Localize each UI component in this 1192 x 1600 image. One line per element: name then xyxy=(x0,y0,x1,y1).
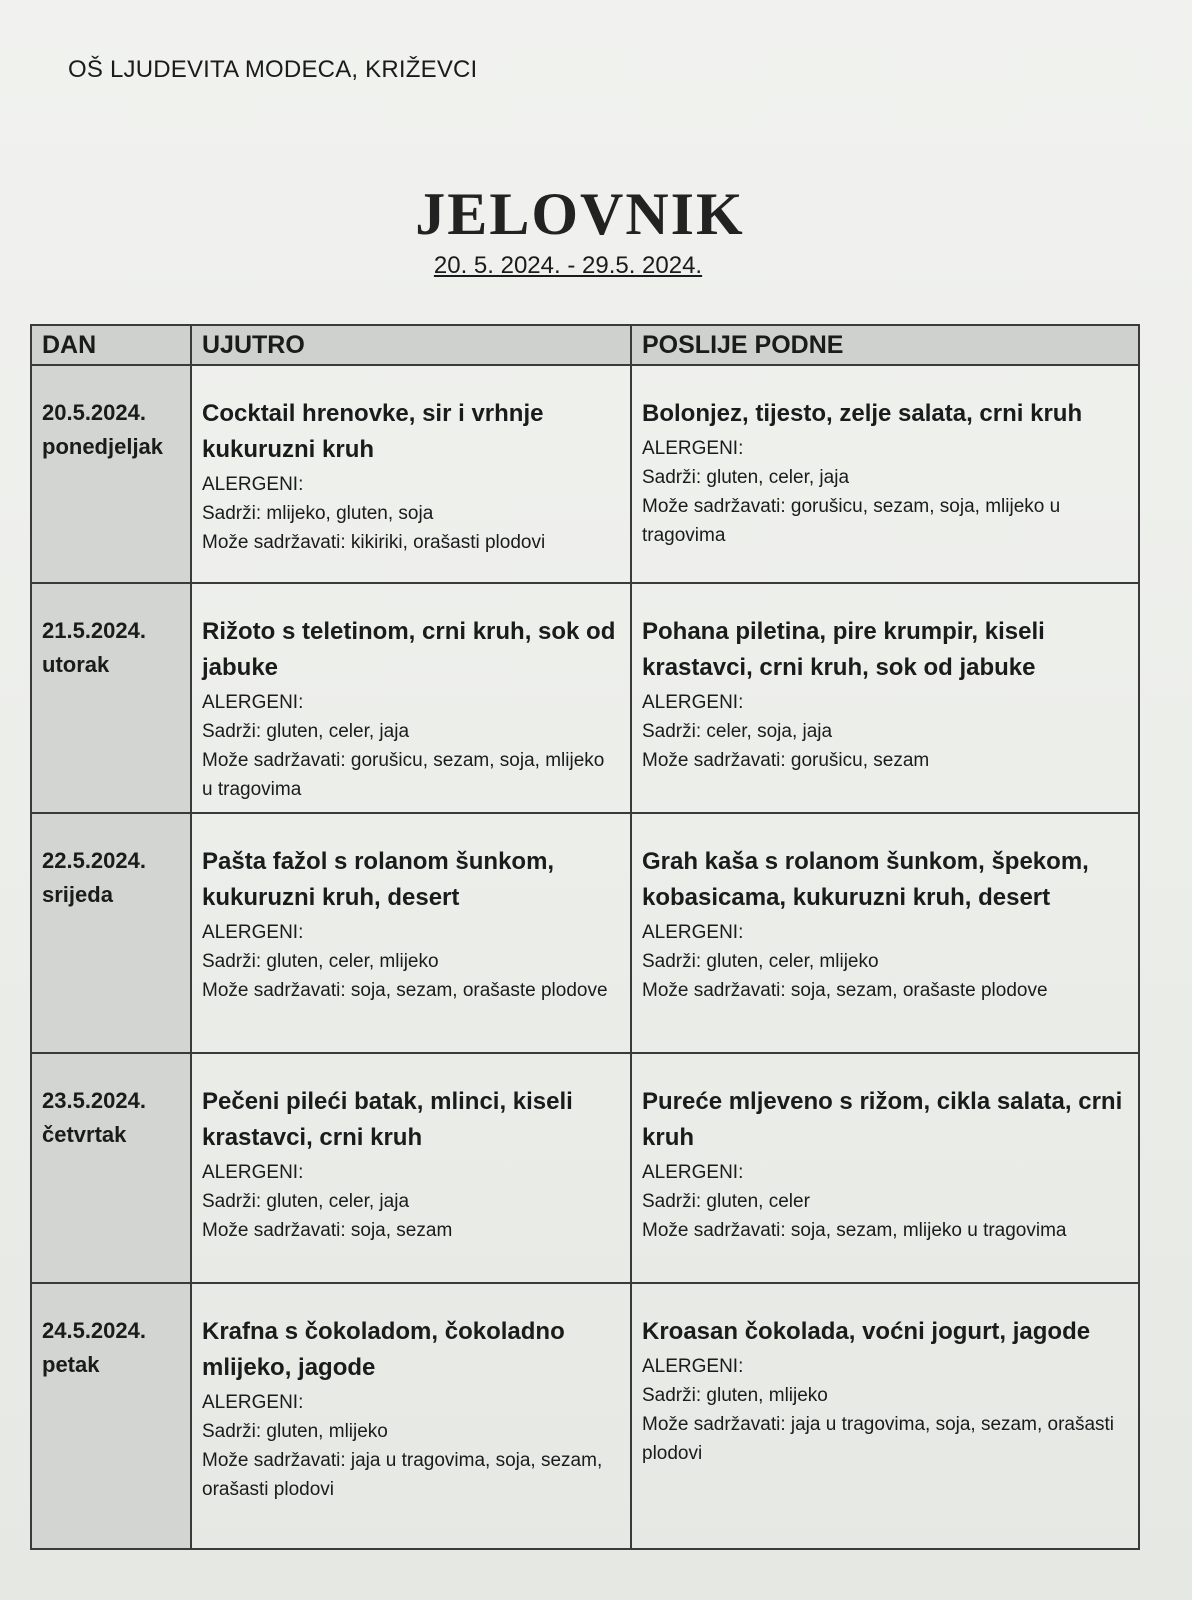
allergens-contains: Sadrži: gluten, celer, jaja xyxy=(202,721,410,742)
table-row xyxy=(31,1053,1139,1283)
day-cell xyxy=(31,365,191,583)
day-date: 20.5.2024. xyxy=(42,400,146,425)
day-date: 23.5.2024. xyxy=(42,1088,146,1113)
day-date: 22.5.2024. xyxy=(42,848,146,873)
allergens-may-contain: Može sadržavati: soja, sezam, orašaste plodove xyxy=(642,980,1048,1001)
dish-name: Pureće mljeveno s rižom, cikla salata, crni kruh xyxy=(642,1088,1123,1151)
morning-meal-cell xyxy=(191,813,631,1053)
day-date: 24.5.2024. xyxy=(42,1318,146,1343)
allergens-contains: Sadrži: gluten, mlijeko xyxy=(202,1421,388,1442)
allergens-contains: Sadrži: gluten, celer, jaja xyxy=(202,1191,410,1212)
allergens-contains: Sadrži: gluten, celer, mlijeko xyxy=(202,951,439,972)
allergens-label: ALERGENI: xyxy=(642,438,744,459)
allergens-label: ALERGENI: xyxy=(642,922,744,943)
day-weekday: četvrtak xyxy=(42,1122,127,1147)
date-range: 20. 5. 2024. - 29.5. 2024. xyxy=(433,252,703,279)
allergens-label: ALERGENI: xyxy=(202,1392,304,1413)
allergens-label: ALERGENI: xyxy=(202,1162,304,1183)
day-weekday: utorak xyxy=(42,652,110,677)
afternoon-meal-cell xyxy=(631,583,1139,813)
afternoon-meal-cell xyxy=(631,1283,1139,1549)
day-cell xyxy=(31,583,191,813)
morning-meal-cell xyxy=(191,583,631,813)
dish-name: Pohana piletina, pire krumpir, kiseli krastavci, crni kruh, sok od jabuke xyxy=(642,618,1045,681)
allergens-may-contain: Može sadržavati: gorušicu, sezam xyxy=(642,750,930,771)
day-weekday: srijeda xyxy=(42,882,113,907)
column-header-morning: UJUTRO xyxy=(191,325,631,365)
page-title: JELOVNIK xyxy=(415,181,745,247)
allergens-contains: Sadrži: gluten, celer xyxy=(642,1191,810,1212)
day-weekday: petak xyxy=(42,1352,100,1377)
menu-table xyxy=(30,324,1140,1550)
allergens-contains: Sadrži: celer, soja, jaja xyxy=(642,721,833,742)
allergens-contains: Sadrži: mlijeko, gluten, soja xyxy=(202,503,434,524)
allergens-may-contain: Može sadržavati: kikiriki, orašasti plodovi xyxy=(202,532,546,553)
dish-name: Krafna s čokoladom, čokoladno mlijeko, jagode xyxy=(202,1318,565,1381)
allergens-label: ALERGENI: xyxy=(642,692,744,713)
table-row xyxy=(31,1283,1139,1549)
dish-name: Pečeni pileći batak, mlinci, kiseli krastavci, crni kruh xyxy=(202,1088,573,1151)
dish-name: Pašta fažol s rolanom šunkom, kukuruzni kruh, desert xyxy=(202,848,555,911)
dish-name: Kroasan čokolada, voćni jogurt, jagode xyxy=(642,1318,1091,1345)
school-name: OŠ LJUDEVITA MODECA, KRIŽEVCI xyxy=(68,56,478,83)
day-weekday: ponedjeljak xyxy=(42,434,164,459)
day-date: 21.5.2024. xyxy=(42,618,146,643)
dish-name: Bolonjez, tijesto, zelje salata, crni kruh xyxy=(642,400,1083,427)
table-header-row xyxy=(31,325,1139,365)
allergens-label: ALERGENI: xyxy=(642,1162,744,1183)
dish-name: Grah kaša s rolanom šunkom, špekom, kobasicama, kukuruzni kruh, desert xyxy=(642,848,1089,911)
allergens-contains: Sadrži: gluten, celer, mlijeko xyxy=(642,951,879,972)
afternoon-meal-cell xyxy=(631,813,1139,1053)
allergens-contains: Sadrži: gluten, mlijeko xyxy=(642,1385,828,1406)
allergens-contains: Sadrži: gluten, celer, jaja xyxy=(642,467,850,488)
allergens-may-contain: Može sadržavati: gorušicu, sezam, soja, mlijeko u tragovima xyxy=(642,496,1061,546)
allergens-may-contain: Može sadržavati: jaja u tragovima, soja, sezam, orašasti plodovi xyxy=(642,1414,1115,1464)
dish-name: Rižoto s teletinom, crni kruh, sok od jabuke xyxy=(202,618,616,681)
column-header-afternoon: POSLIJE PODNE xyxy=(631,325,1139,365)
allergens-may-contain: Može sadržavati: soja, sezam, orašaste plodove xyxy=(202,980,608,1001)
morning-meal-cell xyxy=(191,365,631,583)
afternoon-meal-cell xyxy=(631,365,1139,583)
allergens-may-contain: Može sadržavati: gorušicu, sezam, soja, mlijeko u tragovima xyxy=(202,750,605,800)
table-row xyxy=(31,365,1139,583)
table-row xyxy=(31,813,1139,1053)
table-row xyxy=(31,583,1139,813)
afternoon-meal-cell xyxy=(631,1053,1139,1283)
day-cell xyxy=(31,1283,191,1549)
allergens-may-contain: Može sadržavati: soja, sezam xyxy=(202,1220,453,1241)
allergens-label: ALERGENI: xyxy=(202,474,304,495)
allergens-may-contain: Može sadržavati: jaja u tragovima, soja, sezam, orašasti plodovi xyxy=(202,1450,603,1500)
allergens-label: ALERGENI: xyxy=(642,1356,744,1377)
day-cell xyxy=(31,813,191,1053)
allergens-label: ALERGENI: xyxy=(202,692,304,713)
allergens-label: ALERGENI: xyxy=(202,922,304,943)
allergens-may-contain: Može sadržavati: soja, sezam, mlijeko u tragovima xyxy=(642,1220,1067,1241)
morning-meal-cell xyxy=(191,1283,631,1549)
day-cell xyxy=(31,1053,191,1283)
morning-meal-cell xyxy=(191,1053,631,1283)
dish-name: Cocktail hrenovke, sir i vrhnje kukuruzni kruh xyxy=(202,400,544,463)
column-header-day: DAN xyxy=(31,325,191,365)
